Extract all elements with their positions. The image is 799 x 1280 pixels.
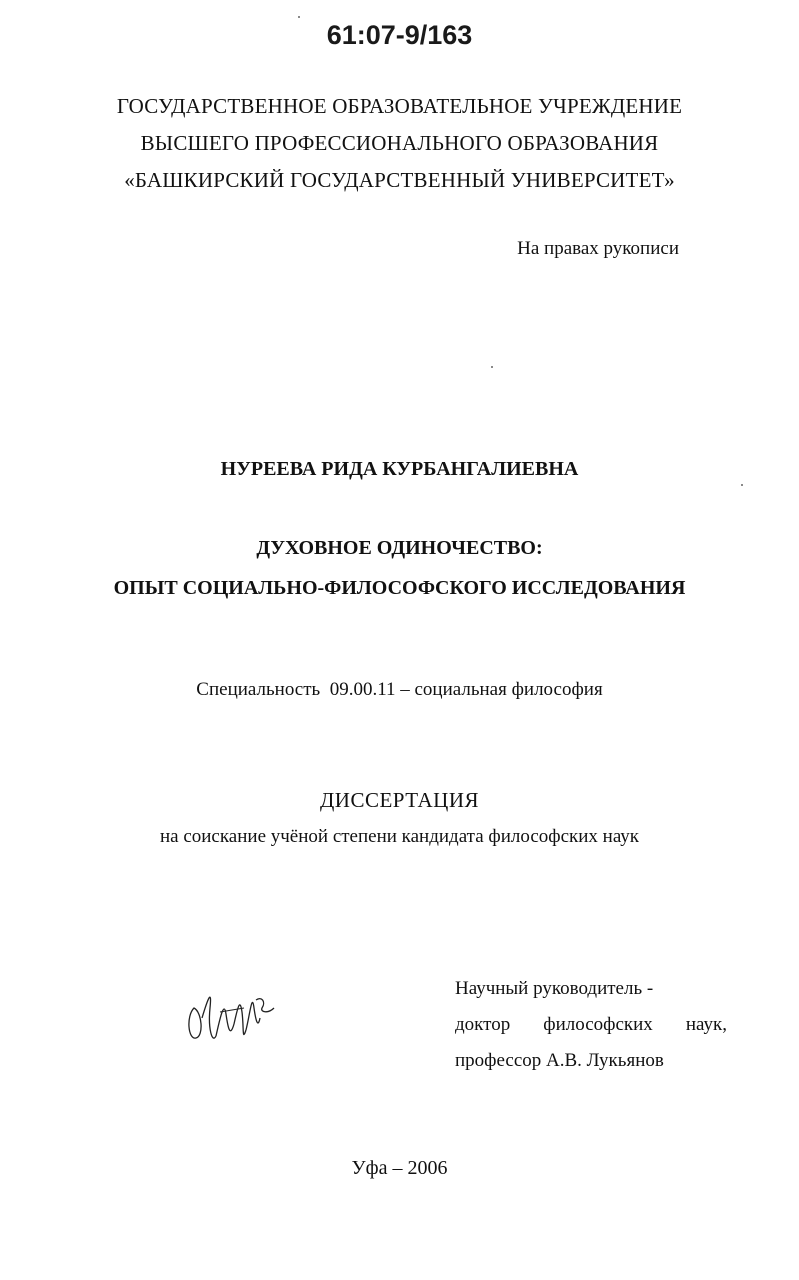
- institution-line-3: «БАШКИРСКИЙ ГОСУДАРСТВЕННЫЙ УНИВЕРСИТЕТ»: [124, 168, 675, 192]
- author-name: НУРЕЕВА РИДА КУРБАНГАЛИЕВНА: [220, 458, 579, 480]
- catalog-number: 61:07-9/163: [326, 20, 473, 50]
- manuscript-note: На правах рукописи: [517, 238, 679, 259]
- supervisor-degree: [455, 1007, 727, 1043]
- institution-line-1: ГОСУДАРСТВЕННОЕ ОБРАЗОВАТЕЛЬНОЕ УЧРЕЖДЕНИЕ: [116, 94, 683, 118]
- institution-line-2: ВЫСШЕГО ПРОФЕССИОНАЛЬНОГО ОБРАЗОВАНИЯ: [140, 131, 659, 155]
- scan-speck: [491, 366, 493, 368]
- supervisor-block: [455, 971, 727, 1079]
- institution-header: [0, 88, 799, 199]
- dissertation-label: ДИССЕРТАЦИЯ: [319, 788, 480, 812]
- supervisor-degree-word-2: философских: [543, 1014, 653, 1035]
- dissertation-title: [0, 528, 799, 608]
- signature: [182, 978, 282, 1050]
- specialty-line: Специальность 09.00.11 – социальная философия: [196, 679, 603, 700]
- title-line-2: ОПЫТ СОЦИАЛЬНО-ФИЛОСОФСКОГО ИССЛЕДОВАНИЯ: [113, 577, 686, 599]
- supervisor-name: профессор А.В. Лукьянов: [455, 1050, 664, 1071]
- scan-speck: [741, 484, 743, 486]
- city-year: Уфа – 2006: [351, 1157, 448, 1179]
- supervisor-degree-word-3: наук,: [685, 1014, 727, 1035]
- scan-speck: [298, 16, 300, 18]
- degree-line: на соискание учёной степени кандидата философских наук: [159, 826, 640, 847]
- supervisor-role: Научный руководитель -: [455, 978, 654, 999]
- supervisor-degree-word-1: доктор: [455, 1014, 511, 1035]
- title-line-1: ДУХОВНОЕ ОДИНОЧЕСТВО:: [256, 537, 543, 559]
